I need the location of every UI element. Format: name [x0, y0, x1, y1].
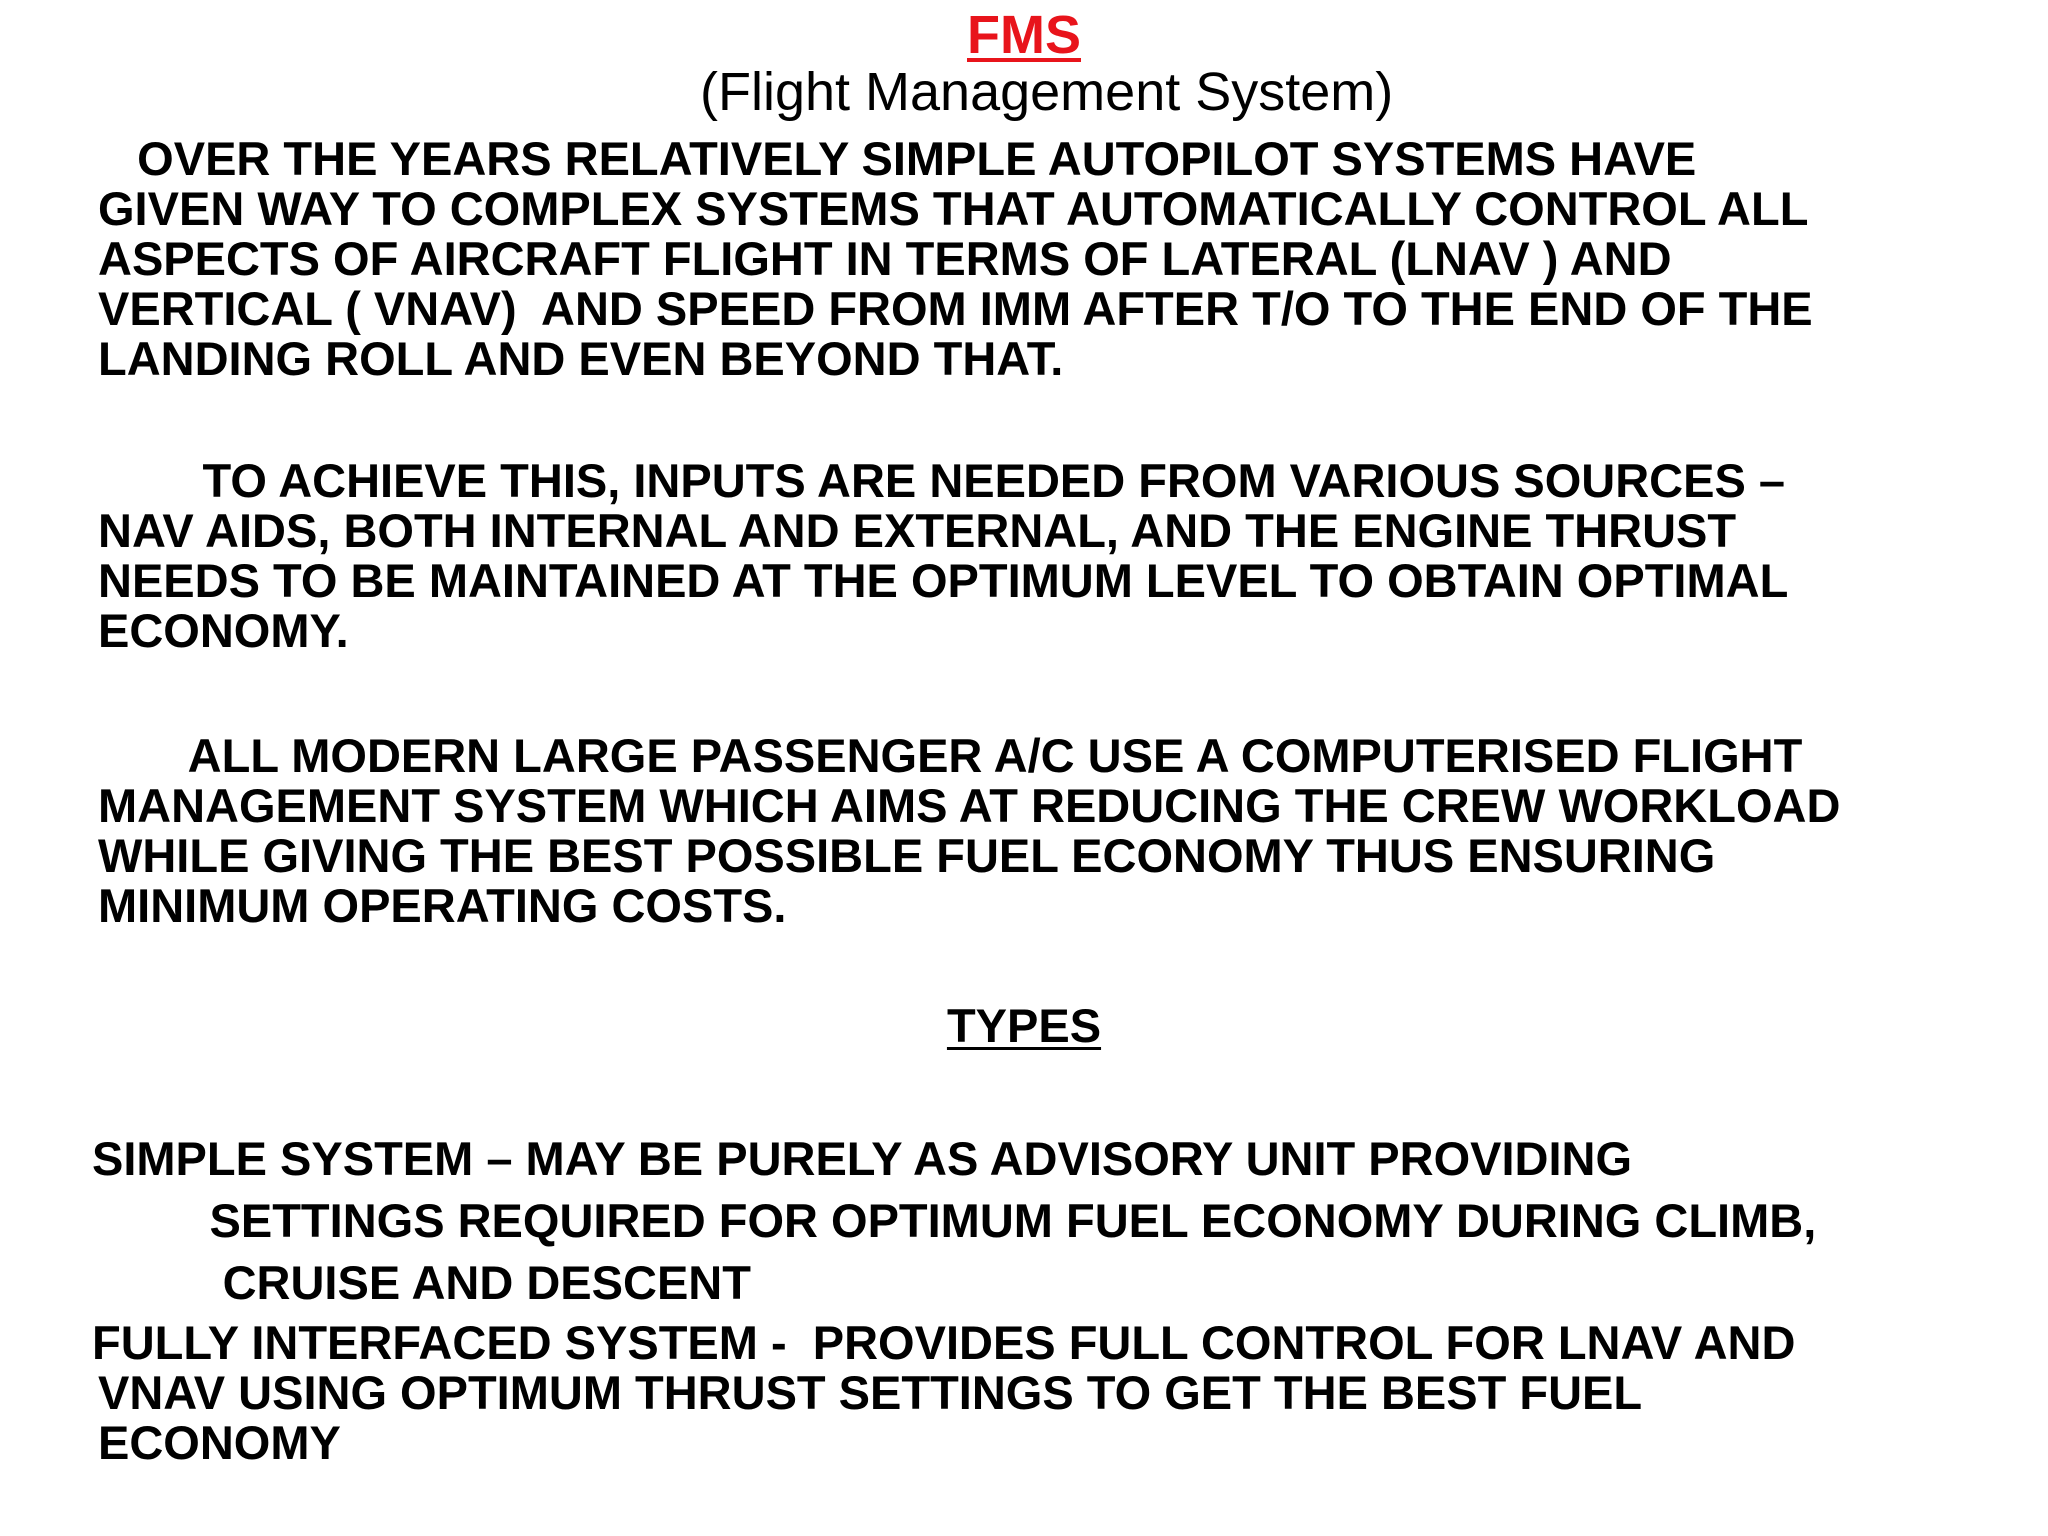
paragraph-line: NAV AIDS, BOTH INTERNAL AND EXTERNAL, AND THE ENGINE THRUST [98, 504, 1737, 557]
type-line: SIMPLE SYSTEM – MAY BE PURELY AS ADVISORY UNIT PROVIDING [92, 1132, 1633, 1185]
paragraph-inputs-needed [98, 456, 2018, 656]
paragraph-line: GIVEN WAY TO COMPLEX SYSTEMS THAT AUTOMATICALLY CONTROL ALL [98, 182, 1809, 235]
types-heading: TYPES [946, 999, 1102, 1052]
paragraph-modern-aircraft [98, 731, 2018, 931]
paragraph-line: MINIMUM OPERATING COSTS. [98, 879, 787, 932]
slide-subtitle: (Flight Management System) [700, 62, 1394, 122]
paragraph-line: ALL MODERN LARGE PASSENGER A/C USE A COMPUTERISED FLIGHT [98, 729, 1803, 782]
paragraph-line: NEEDS TO BE MAINTAINED AT THE OPTIMUM LEVEL TO OBTAIN OPTIMAL [98, 554, 1789, 607]
type-line: ECONOMY [98, 1416, 341, 1469]
type-fully-interfaced-system [92, 1318, 2012, 1468]
type-line: CRUISE AND DESCENT [92, 1256, 751, 1309]
paragraph-line: VERTICAL ( VNAV) AND SPEED FROM IMM AFTER T/O TO THE END OF THE [98, 282, 1813, 335]
paragraph-line: TO ACHIEVE THIS, INPUTS ARE NEEDED FROM VARIOUS SOURCES – [98, 454, 1785, 507]
paragraph-line: ASPECTS OF AIRCRAFT FLIGHT IN TERMS OF LATERAL (LNAV ) AND [98, 232, 1672, 285]
paragraph-line: WHILE GIVING THE BEST POSSIBLE FUEL ECONOMY THUS ENSURING [98, 829, 1716, 882]
type-simple-system [92, 1128, 2012, 1314]
paragraph-line: LANDING ROLL AND EVEN BEYOND THAT. [98, 332, 1064, 385]
paragraph-line: ECONOMY. [98, 604, 349, 657]
type-line: FULLY INTERFACED SYSTEM - PROVIDES FULL CONTROL FOR LNAV AND [92, 1316, 1796, 1369]
paragraph-line: OVER THE YEARS RELATIVELY SIMPLE AUTOPILOT SYSTEMS HAVE [98, 132, 1697, 185]
paragraph-autopilot-evolution [98, 134, 2018, 384]
type-line: SETTINGS REQUIRED FOR OPTIMUM FUEL ECONOMY DURING CLIMB, [92, 1194, 1817, 1247]
type-line: VNAV USING OPTIMUM THRUST SETTINGS TO GET THE BEST FUEL [98, 1366, 1643, 1419]
slide-title: FMS [967, 5, 1081, 65]
paragraph-line: MANAGEMENT SYSTEM WHICH AIMS AT REDUCING THE CREW WORKLOAD [98, 779, 1841, 832]
